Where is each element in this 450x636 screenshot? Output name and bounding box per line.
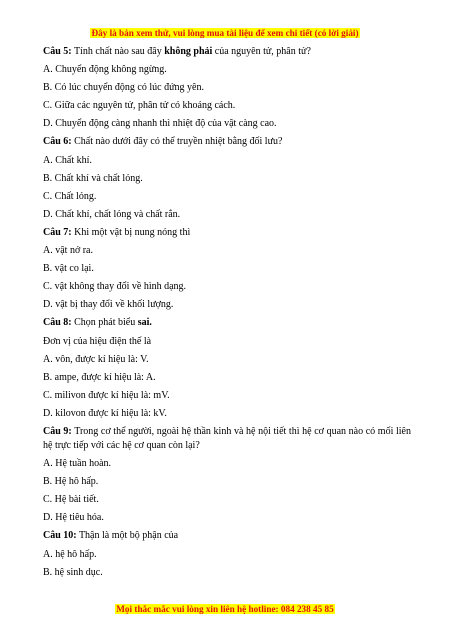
stem-emphasis: không phải [164, 46, 213, 57]
option-b: B. vật co lại. [43, 263, 94, 275]
option-b: B. Chất khí và chất lỏng. [43, 172, 143, 184]
question-label: Câu 9: [43, 425, 72, 437]
stem-emphasis: sai. [137, 317, 152, 329]
stem-text: Thận là một bộ phận của [76, 530, 179, 542]
option-c: C. Hệ bài tiết. [43, 494, 99, 506]
question-stem [43, 425, 411, 453]
question-stem [43, 316, 411, 330]
option-b: B. hệ sinh dục. [43, 566, 103, 578]
option-d: D. Chuyển động càng nhanh thì nhiệt độ của vật càng cao. [43, 118, 277, 130]
option-c: C. Giữa các nguyên tử, phân tử có khoảng cách. [43, 100, 236, 112]
stem-text: Trong cơ thể người, ngoài hệ thần kinh và hệ nội tiết thì hệ cơ quan nào có mối liên hệ trực tiếp với các hệ cơ quan còn lại? [43, 425, 411, 451]
question-label: Câu 7: [43, 226, 72, 238]
option-a: A. Hệ tuần hoàn. [43, 458, 112, 470]
option-a: A. Chuyển động không ngừng. [43, 64, 167, 76]
question-stem [43, 226, 411, 240]
hotline-notice-text: Mọi thắc mắc vui lòng xin liên hệ hotline: 084 238 45 85 [116, 604, 334, 614]
question-subline: Đơn vị của hiệu điện thế là [43, 335, 152, 347]
question-list [43, 45, 411, 584]
question-stem [43, 135, 411, 149]
option-b: B. Hệ hô hấp. [43, 476, 99, 488]
option-a: A. vôn, được kí hiệu là: V. [43, 353, 149, 365]
question-stem [43, 45, 411, 59]
option-a: A. hệ hô hấp. [43, 548, 97, 560]
question-10 [43, 529, 411, 579]
question-label: Câu 6: [43, 136, 72, 148]
option-d: D. vật bị thay đổi về khối lượng. [43, 299, 174, 311]
question-5 [43, 45, 411, 131]
option-b: B. ampe, được kí hiệu là: A. [43, 371, 156, 383]
question-stem [43, 529, 411, 543]
question-9 [43, 425, 411, 525]
option-d: D. kilovon được kí hiệu là: kV. [43, 407, 167, 419]
question-6 [43, 135, 411, 221]
stem-text: của nguyên tử, phân tử? [212, 46, 311, 57]
option-c: C. milivon được kí hiệu là: mV. [43, 389, 170, 401]
stem-text: Tính chất nào sau đây [71, 46, 165, 57]
option-c: C. Chất lỏng. [43, 190, 97, 202]
option-d: D. Chất khí, chất lỏng và chất rắn. [43, 208, 181, 220]
stem-text: Khi một vật bị nung nóng thì [71, 226, 191, 238]
question-8 [43, 316, 411, 420]
option-b: B. Có lúc chuyển động có lúc đứng yên. [43, 82, 204, 94]
preview-notice-banner [0, 27, 450, 39]
question-label: Câu 10: [43, 530, 77, 542]
question-label: Câu 8: [43, 317, 72, 329]
stem-text: Chất nào dưới đây có thể truyền nhiệt bằng đối lưu? [71, 136, 283, 148]
hotline-notice-banner [0, 603, 450, 615]
option-d: D. Hệ tiêu hóa. [43, 512, 104, 524]
stem-text: Chọn phát biểu [71, 317, 138, 329]
option-a: A. Chất khí. [43, 154, 92, 166]
option-a: A. vật nở ra. [43, 245, 93, 257]
question-7 [43, 226, 411, 312]
option-c: C. vật không thay đổi về hình dạng. [43, 281, 187, 293]
question-label: Câu 5: [43, 46, 72, 57]
preview-notice-text: Đây là bản xem thử, vui lòng mua tài liệu để xem chi tiết (có lời giải) [91, 28, 359, 38]
